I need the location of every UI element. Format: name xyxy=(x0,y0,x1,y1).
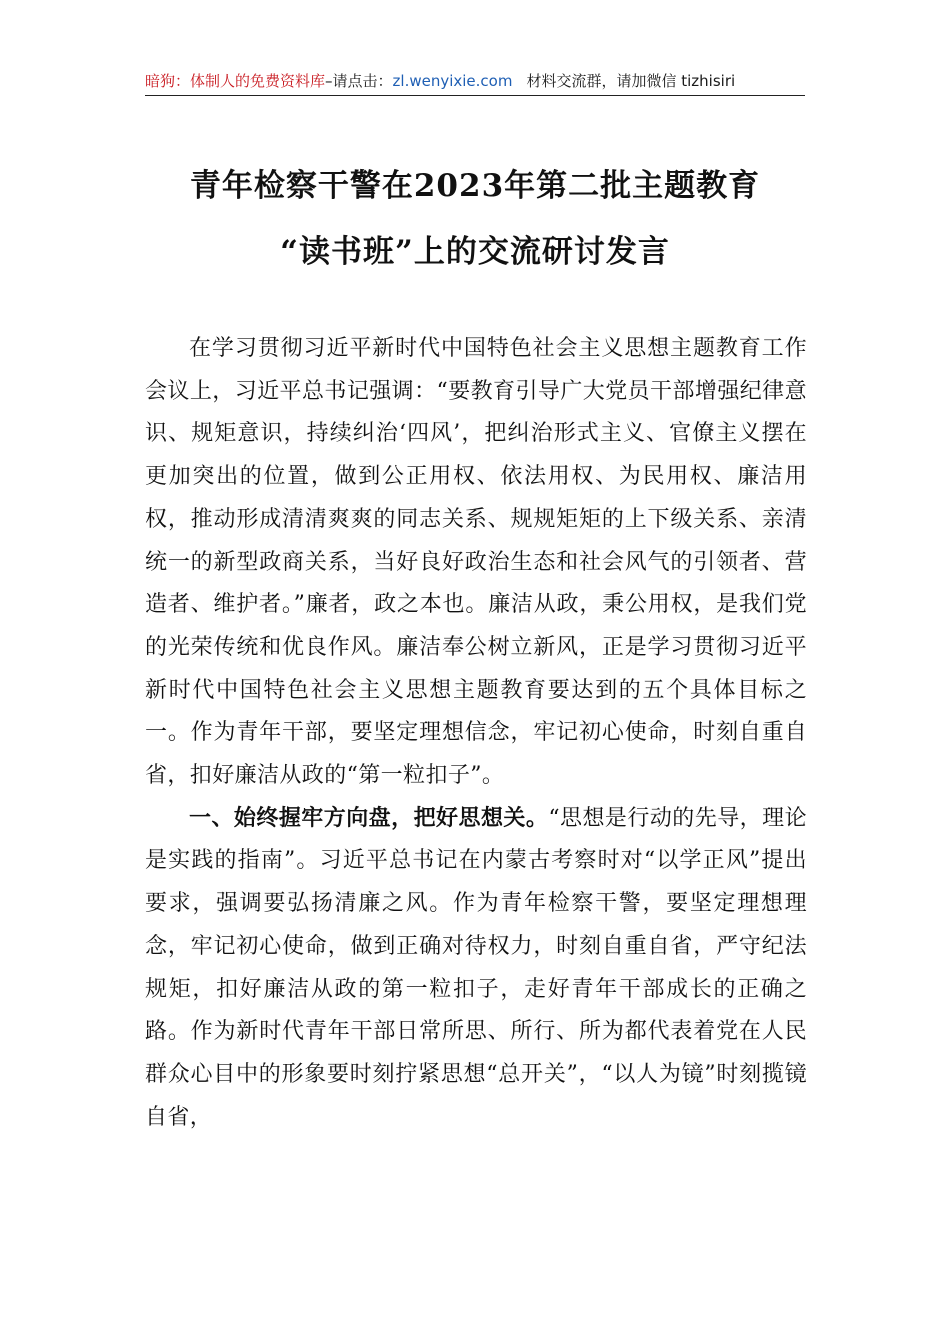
group-note: 材料交流群，请加微信 tizhisiri xyxy=(526,72,736,90)
site-url-link[interactable]: zl.wenyixie.com xyxy=(392,72,513,90)
site-label: 暗狗：体制人的免费资料库 xyxy=(145,72,326,90)
page-header xyxy=(145,70,805,94)
paragraph-section1 xyxy=(145,798,807,1140)
header-divider xyxy=(145,95,805,96)
click-prefix: –请点击： xyxy=(325,72,393,90)
document-body xyxy=(145,328,807,1139)
document-title-line1: 青年检察干警在2023年第二批主题教育 xyxy=(189,168,761,204)
document-title-line2: “读书班”上的交流研讨发言 xyxy=(280,234,670,270)
section1-body: “思想是行动的先导，理论是实践的指南”。习近平总书记在内蒙古考察时对“以学正风”提出要求，强调要弘扬清廉之风。作为青年检察干警，要坚定理想理念，牢记初心使命，做到正确对待权力，时刻自重自省，严守纪法规矩，扣好廉洁从政的第一粒扣子，走好青年干部成长的正确之路。作为新时代青年干部日常所思、所行、所为都代表着党在人民群众心目中的形象要时刻拧紧思想“总开关”，“以人为镜”时刻揽镜自省， xyxy=(145,805,807,1130)
paragraph-intro: 在学习贯彻习近平新时代中国特色社会主义思想主题教育工作会议上，习近平总书记强调：“要教育引导广大党员干部增强纪律意识、规矩意识，持续纠治‘四风’，把纠治形式主义、官僚主义摆在更加突出的位置，做到公正用权、依法用权、为民用权、廉洁用权，推动形成清清爽爽的同志关系、规规矩矩的上下级关系、亲清统一的新型政商关系，当好良好政治生态和社会风气的引领者、营造者、维护者。”廉者，政之本也。廉洁从政，秉公用权，是我们党的光荣传统和优良作风。廉洁奉公树立新风，正是学习贯彻习近平新时代中国特色社会主义思想主题教育要达到的五个具体目标之一。作为青年干部，要坚定理想信念，牢记初心使命，时刻自重自省，扣好廉洁从政的“第一粒扣子”。 xyxy=(145,336,807,789)
section1-heading: 一、始终握牢方向盘，把好思想关。 xyxy=(189,805,549,831)
